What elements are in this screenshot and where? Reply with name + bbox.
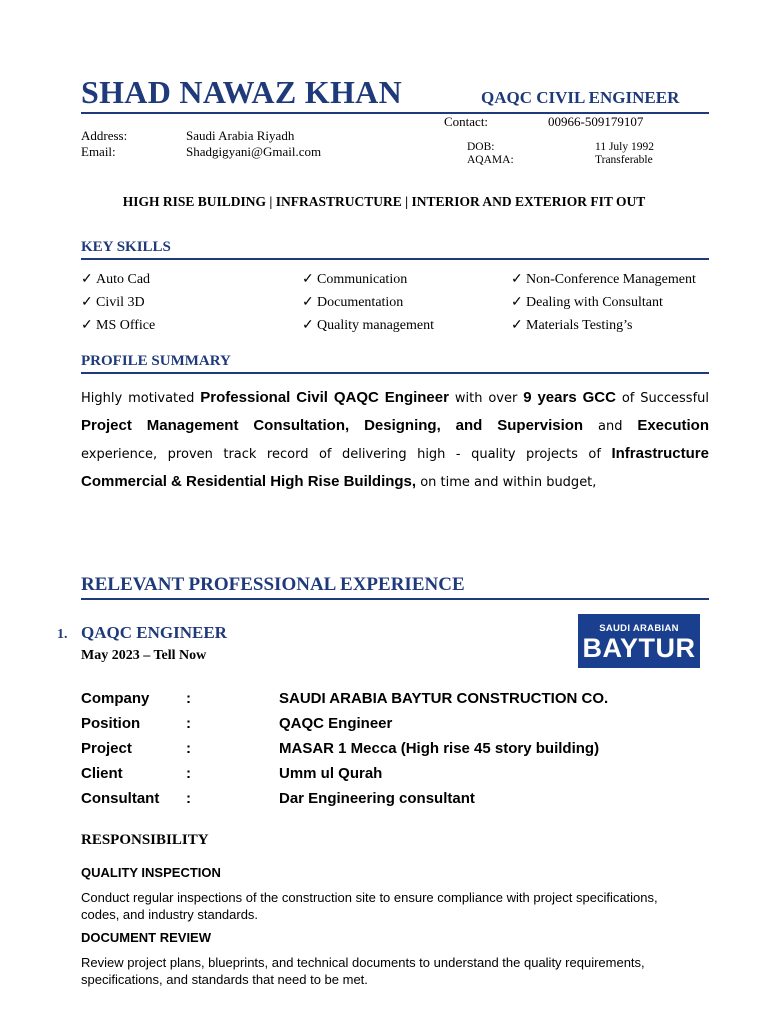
job-title-heading: QAQC CIVIL ENGINEER <box>481 88 680 107</box>
detail-key-company: Company <box>81 690 150 707</box>
check-icon: ✓ <box>81 318 93 333</box>
company-logo <box>578 614 700 668</box>
detail-colon: : <box>186 765 191 782</box>
responsibility-title: RESPONSIBILITY <box>81 832 209 848</box>
check-icon: ✓ <box>511 295 523 310</box>
detail-colon: : <box>186 690 191 707</box>
responsibility-heading-document-review: DOCUMENT REVIEW <box>81 930 211 945</box>
company-logo-line2: BAYTUR <box>582 633 696 663</box>
detail-key-project: Project <box>81 740 132 757</box>
skill-item: ✓ Documentation <box>302 295 404 310</box>
check-icon: ✓ <box>511 272 523 287</box>
dob-label: DOB: <box>467 141 495 153</box>
email-value: Shadgigyani@Gmail.com <box>186 144 322 159</box>
profile-summary-text: Highly motivated Professional Civil QAQC Engineer with over 9 years GCC of Successful Project Management Consultation, Designing, and Supervision and Execution experience, proven track record of delivering high - quality projects of Infrastructure Commercial & Residential High Rise Buildings, on time and within budget, <box>81 389 710 490</box>
profile-summary-title: PROFILE SUMMARY <box>81 353 231 369</box>
skill-item: ✓ MS Office <box>81 318 156 333</box>
detail-key-consultant: Consultant <box>81 790 160 807</box>
skill-item: ✓ Materials Testing’s <box>511 318 633 333</box>
responsibility-text-quality-inspection: Conduct regular inspections of the construction site to ensure compliance with project specifications, codes, and industry standards. <box>81 890 658 922</box>
skill-item: ✓ Non-Conference Management <box>511 272 696 287</box>
detail-value-company: SAUDI ARABIA BAYTUR CONSTRUCTION CO. <box>279 690 609 707</box>
key-skills-title: KEY SKILLS <box>81 239 171 255</box>
detail-colon: : <box>186 715 191 732</box>
contact-label: Contact: <box>444 114 489 129</box>
key-skills-divider <box>81 258 709 260</box>
skill-item: ✓ Auto Cad <box>81 272 151 287</box>
detail-colon: : <box>186 790 191 807</box>
experience-divider <box>81 598 709 600</box>
dob-value: 11 July 1992 <box>595 141 654 153</box>
skill-item: ✓ Civil 3D <box>81 295 145 310</box>
skill-item: ✓ Communication <box>302 272 408 287</box>
skill-item: ✓ Dealing with Consultant <box>511 295 663 310</box>
responsibility-heading-quality-inspection: QUALITY INSPECTION <box>81 865 221 880</box>
skill-item: ✓ Quality management <box>302 318 435 333</box>
check-icon: ✓ <box>81 295 93 310</box>
responsibility-text-document-review: Review project plans, blueprints, and technical documents to understand the quality requirements, specifications, and standards that need to be met. <box>81 955 645 987</box>
detail-value-client: Umm ul Qurah <box>279 765 383 782</box>
check-icon: ✓ <box>302 318 314 333</box>
check-icon: ✓ <box>302 295 314 310</box>
detail-key-client: Client <box>81 765 123 782</box>
check-icon: ✓ <box>81 272 93 287</box>
email-label: Email: <box>81 144 116 159</box>
check-icon: ✓ <box>511 318 523 333</box>
job-title: QAQC ENGINEER <box>81 623 227 642</box>
detail-value-consultant: Dar Engineering consultant <box>279 790 475 807</box>
job-dates: May 2023 – Tell Now <box>81 648 207 663</box>
check-icon: ✓ <box>302 272 314 287</box>
detail-value-project: MASAR 1 Mecca (High rise 45 story building) <box>279 740 600 757</box>
detail-colon: : <box>186 740 191 757</box>
detail-value-position: QAQC Engineer <box>279 715 393 732</box>
candidate-name: SHAD NAWAZ KHAN <box>81 74 402 110</box>
job-number: 1. <box>57 627 68 642</box>
experience-title: RELEVANT PROFESSIONAL EXPERIENCE <box>81 574 465 595</box>
profile-summary-divider <box>81 372 709 374</box>
specialization-tagline: HIGH RISE BUILDING | INFRASTRUCTURE | INTERIOR AND EXTERIOR FIT OUT <box>122 194 646 209</box>
contact-value: 00966-509179107 <box>548 114 644 129</box>
aqama-value: Transferable <box>595 154 653 166</box>
detail-key-position: Position <box>81 715 141 732</box>
company-logo-line1: SAUDI ARABIAN <box>599 623 679 634</box>
aqama-label: AQAMA: <box>467 154 514 166</box>
address-label: Address: <box>81 128 128 143</box>
address-value: Saudi Arabia Riyadh <box>186 128 295 143</box>
